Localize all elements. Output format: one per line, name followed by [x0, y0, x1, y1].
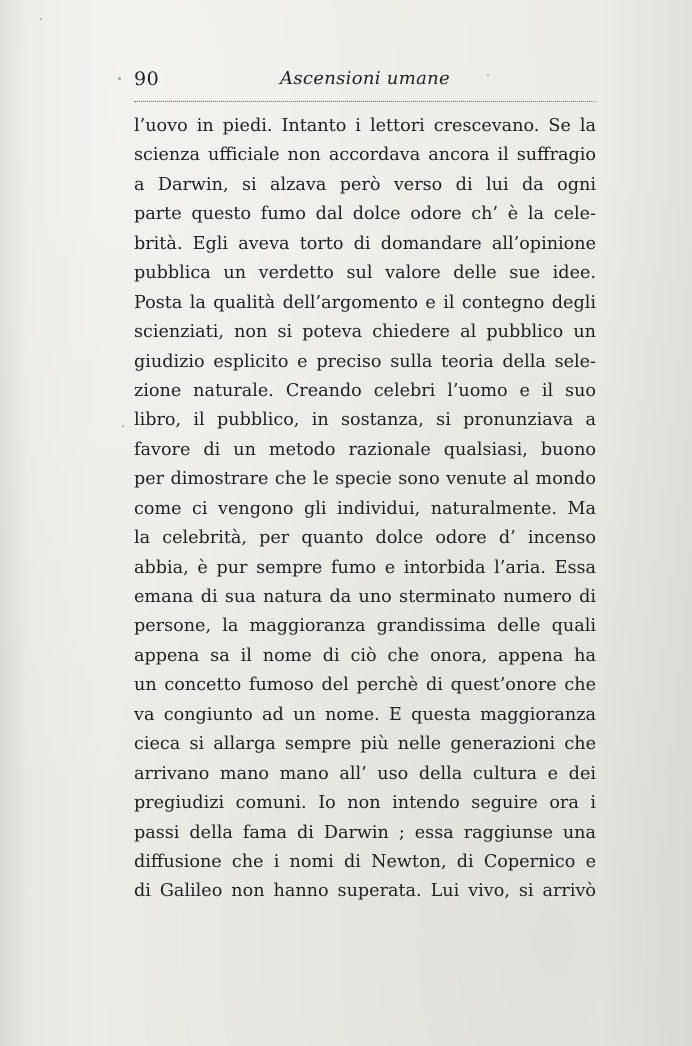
text-line: un concetto fumoso del perchè di quest’onore che	[134, 675, 596, 696]
page-number: 90	[134, 68, 160, 90]
text-line: scienziati, non si poteva chiedere al pubblico un	[134, 322, 596, 343]
text-line: zione naturale. Creando celebri l’uomo e il suo	[134, 380, 596, 401]
paper-speck	[122, 425, 124, 427]
text-line: va congiunto ad un nome. E questa maggioranza	[134, 704, 596, 725]
text-line: brità. Egli aveva torto di domandare all’opinione	[134, 233, 596, 254]
page-header	[134, 68, 596, 92]
text-line: a Darwin, si alzava però verso di lui da ogni	[134, 174, 596, 195]
text-line: appena sa il nome di ciò che onora, appena ha	[134, 645, 596, 666]
text-line: passi della fama di Darwin ; essa raggiunse una	[134, 822, 596, 843]
text-line: pregiudizi comuni. Io non intendo seguire ora i	[134, 793, 596, 814]
text-line: per dimostrare che le specie sono venute al mondo	[134, 469, 596, 490]
running-title: Ascensioni umane	[280, 68, 450, 89]
text-line: come ci vengono gli individui, naturalmente. Ma	[134, 498, 596, 519]
paper-speck	[118, 77, 121, 80]
text-line: la celebrità, per quanto dolce odore d’ incenso	[134, 528, 596, 549]
paper-speck	[487, 74, 489, 76]
text-line: arrivano mano mano all’ uso della cultura e dei	[134, 763, 596, 784]
text-line: libro, il pubblico, in sostanza, si pronunziava a	[134, 410, 596, 431]
text-line: cieca si allarga sempre più nelle generazioni che	[134, 734, 596, 755]
text-line: favore di un metodo razionale qualsiasi, buono	[134, 439, 596, 460]
text-line: pubblica un verdetto sul valore delle sue idee.	[134, 263, 596, 284]
text-line: giudizio esplicito e preciso sulla teoria della sele-	[134, 351, 596, 372]
text-line: Posta la qualità dell’argomento e il contegno degli	[134, 292, 596, 313]
text-line: diffusione che i nomi di Newton, di Copernico e	[134, 851, 596, 872]
text-line: di Galileo non hanno superata. Lui vivo, si arrivò	[134, 881, 596, 902]
paper-speck	[40, 18, 42, 20]
text-line: l’uovo in piedi. Intanto i lettori crescevano. Se la	[134, 116, 596, 136]
header-rule	[134, 101, 596, 102]
body-text	[134, 112, 596, 907]
text-line: scienza ufficiale non accordava ancora il suffragio	[134, 145, 596, 166]
text-line: persone, la maggioranza grandissima delle quali	[134, 616, 596, 637]
text-line: abbia, è pur sempre fumo e intorbida l’aria. Essa	[134, 557, 596, 578]
text-line: parte questo fumo dal dolce odore ch’ è la cele-	[134, 204, 596, 225]
text-line: emana di sua natura da uno sterminato numero di	[134, 587, 596, 607]
